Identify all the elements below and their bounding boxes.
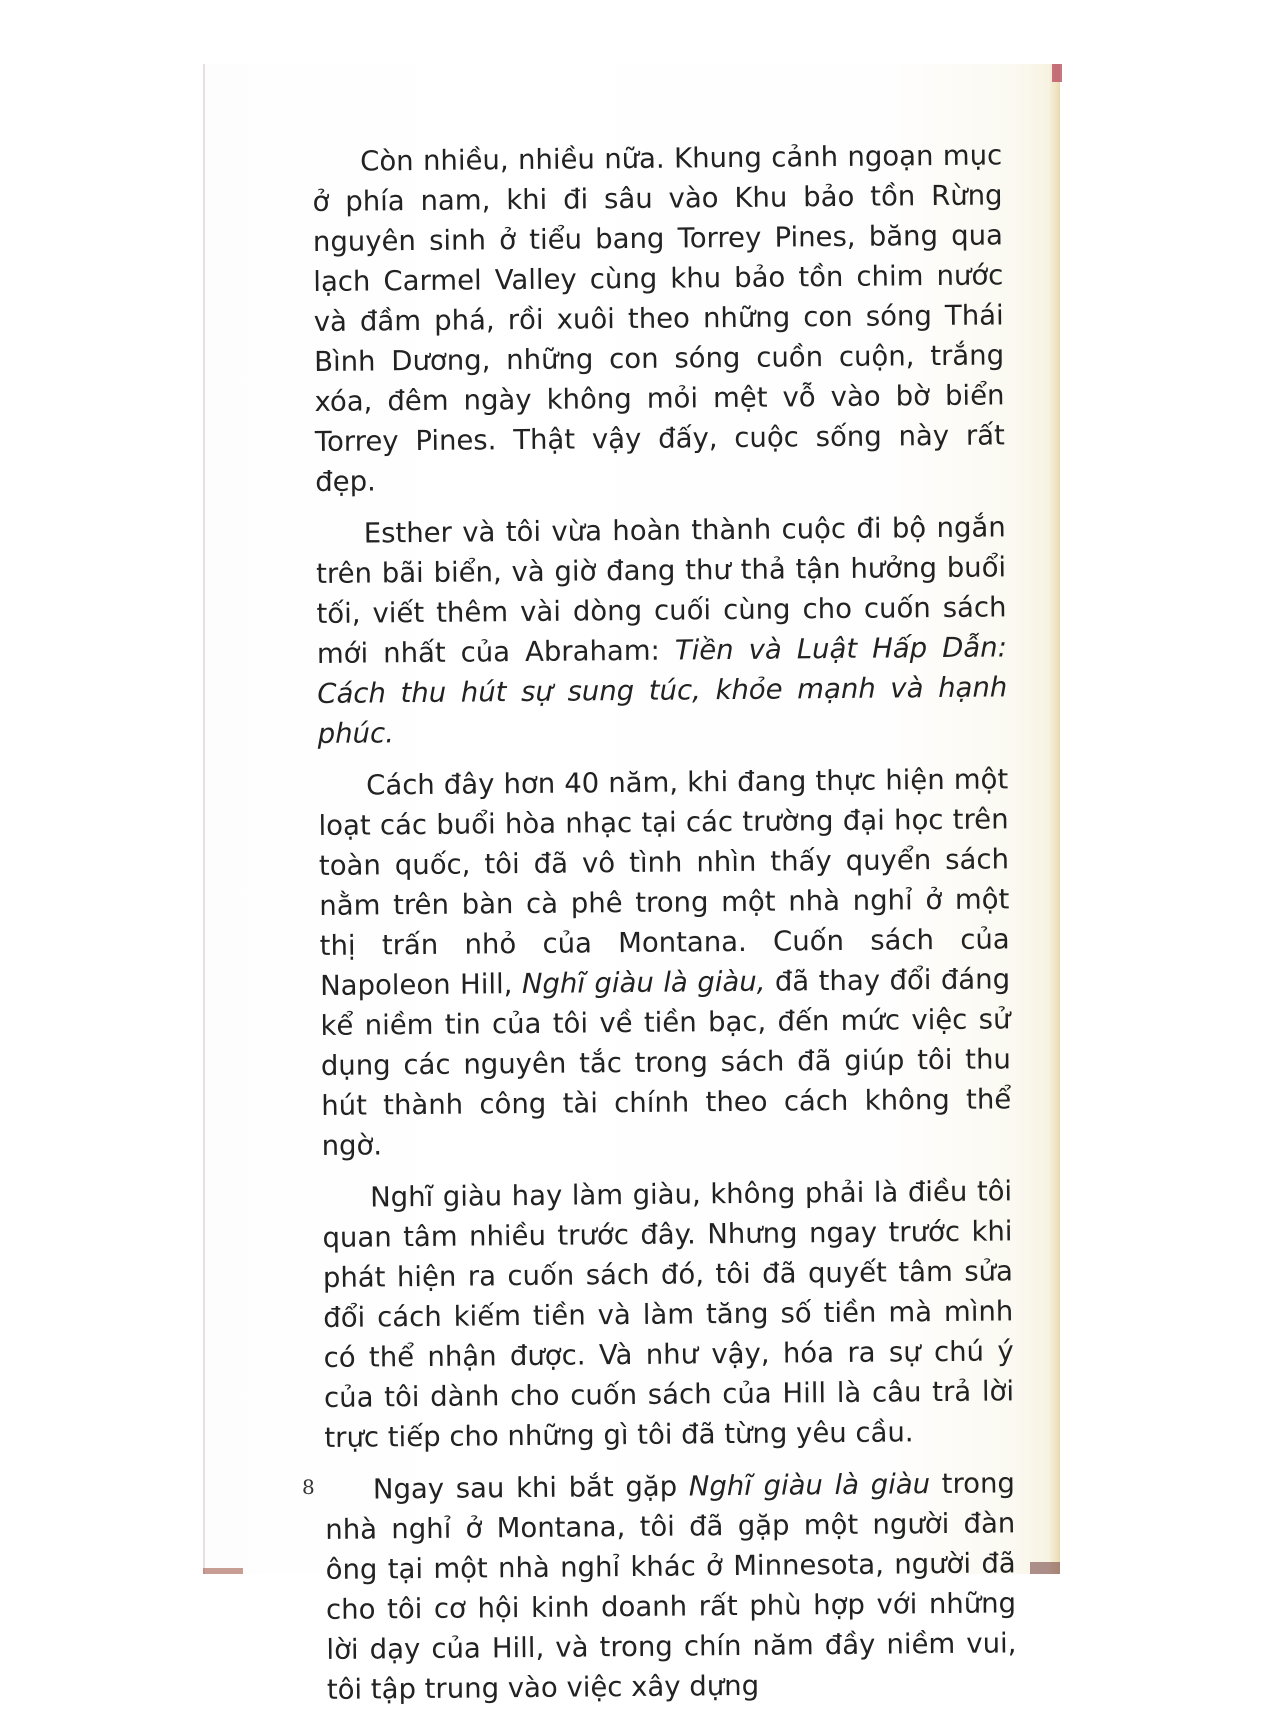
cover-corner-bottom-left [203,1568,243,1574]
page-left-edge [203,64,205,1574]
book-title-italic: Nghĩ giàu là giàu, [521,965,766,1001]
body-text [312,135,1017,1722]
page-right-edge [1050,64,1060,1574]
paragraph-text: Ngay sau khi bắt gặp [372,1470,689,1506]
paragraph-text: đã thay đổi đáng kể niềm tin của tôi về tiền bạc, đến mức việc sử dụng các nguyên tắc trong sách đã giúp tôi thu hút thành công tài chính theo cách không thể ngờ. [320,963,1012,1162]
paragraph-text: Esther và tôi vừa hoàn thành cuộc đi bộ ngắn trên bãi biển, và giờ đang thư thả tận hưởng buổi tối, viết thêm vài dòng cuối cùng cho cuốn sách mới nhất của Abraham: [315,511,1007,670]
paragraph-text: Nghĩ giàu hay làm giàu, không phải là điều tôi quan tâm nhiều trước đây. Nhưng ngay trước khi phát hiện ra cuốn sách đó, tôi đã quyết tâm sửa đổi cách kiếm tiền và làm tăng số tiền mà mình có thể nhận được. Và như vậy, hóa ra sự chú ý của tôi dành cho cuốn sách của Hill là câu trả lời trực tiếp cho những gì tôi đã từng yêu cầu. [322,1175,1015,1454]
paragraph-2 [316,507,1008,754]
cover-corner-top-right [1052,64,1062,82]
paragraph-1 [312,135,1005,502]
book-title-italic: Tiền và Luật Hấp Dẫn: Cách thu hút sự sung túc, khỏe mạnh và hạnh phúc. [317,631,1008,750]
page-number: 8 [302,1475,315,1499]
paragraph-text: trong nhà nghỉ ở Montana, tôi đã gặp một người đàn ông tại một nhà nghỉ khác ở Minnesota, người đã cho tôi cơ hội kinh doanh rất phù hợp với những lời dạy của Hill, và trong chín năm đầy niềm vui, tôi tập trung vào việc xây dựng [325,1467,1017,1706]
paragraph-3 [318,759,1012,1166]
paragraph-5 [325,1463,1017,1710]
book-title-italic: Nghĩ giàu là giàu [688,1468,931,1503]
paragraph-text: Cách đây hơn 40 năm, khi đang thực hiện một loạt các buổi hòa nhạc tại các trường đại học trên toàn quốc, tôi đã vô tình nhìn thấy quyển sách nằm trên bàn cà phê trong một nhà nghỉ ở một thị trấn nhỏ của Montana. Cuốn sách của Napoleon Hill, [318,763,1010,1002]
paragraph-text: Còn nhiều, nhiều nữa. Khung cảnh ngoạn mục ở phía nam, khi đi sâu vào Khu bảo tồn Rừng nguyên sinh ở tiểu bang Torrey Pines, băng qua lạch Carmel Valley cùng khu bảo tồn chim nước và đầm phá, rồi xuôi theo những con sóng Thái Bình Dương, những con sóng cuồn cuộn, trắng xóa, đêm ngày không mỏi mệt vỗ vào bờ biển Torrey Pines. Thật vậy đấy, cuộc sống này rất đẹp. [312,139,1006,498]
paragraph-4 [322,1171,1015,1458]
cover-corner-bottom-right [1030,1562,1060,1574]
